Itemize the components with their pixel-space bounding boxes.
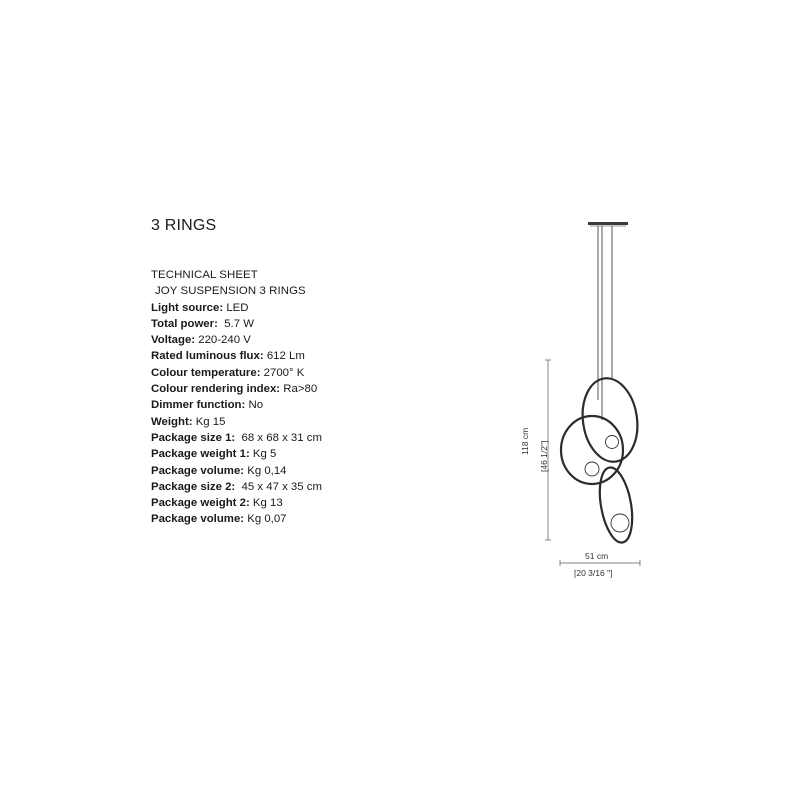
width-in-label: [20 3/16 "] (574, 568, 613, 578)
spec-value: No (245, 399, 264, 412)
spec-row (151, 414, 322, 430)
spec-key: Package size 1: (151, 431, 236, 444)
spec-value: 68 x 68 x 31 cm (235, 431, 322, 444)
spec-row (151, 316, 322, 332)
spec-key: Colour rendering index: (151, 383, 281, 396)
width-cm-label: 51 cm (585, 551, 609, 561)
spec-key: Colour temperature: (151, 366, 261, 379)
spec-row (151, 332, 322, 348)
spec-row (151, 430, 322, 446)
height-cm-label: 118 cm (520, 427, 530, 455)
spec-key: Light source: (151, 301, 224, 314)
globe-shade (611, 514, 629, 532)
spec-key: Package size 2: (151, 480, 236, 493)
spec-row (151, 495, 322, 511)
ring-bottom (595, 465, 638, 545)
globe-shade (606, 436, 619, 449)
spec-key: Total power: (151, 317, 218, 330)
spec-row (151, 381, 322, 397)
product-name: JOY SUSPENSION 3 RINGS (155, 285, 306, 298)
ceiling-canopy (588, 222, 628, 225)
spec-value: 612 Lm (263, 350, 305, 363)
spec-key: Package weight 1: (151, 448, 250, 461)
spec-row (151, 511, 322, 527)
spec-row (151, 479, 322, 495)
spec-value: 45 x 47 x 35 cm (235, 480, 322, 493)
spec-key: Weight: (151, 415, 193, 428)
spec-key: Dimmer function: (151, 399, 246, 412)
height-in-label: [46 1/2"] (539, 440, 549, 472)
spec-value: Ra>80 (280, 383, 318, 396)
spec-row (151, 397, 322, 413)
spec-value: LED (223, 301, 249, 314)
spec-value: Kg 5 (249, 448, 277, 461)
sheet-heading: TECHNICAL SHEET (151, 269, 258, 281)
ring-top (577, 375, 642, 466)
product-title: 3 RINGS (151, 217, 217, 234)
spec-value: Kg 15 (192, 415, 226, 428)
spec-value: 220-240 V (195, 334, 251, 347)
spec-value: 5.7 W (217, 317, 254, 330)
spec-value: Kg 0,07 (244, 513, 287, 526)
globe-shade (585, 462, 599, 476)
spec-row (151, 365, 322, 381)
spec-row (151, 446, 322, 462)
product-drawing (520, 210, 650, 590)
spec-row (151, 300, 322, 316)
spec-list (151, 300, 322, 528)
spec-value: Kg 13 (249, 497, 283, 510)
spec-row (151, 463, 322, 479)
spec-key: Voltage: (151, 334, 196, 347)
spec-row (151, 348, 322, 364)
spec-value: Kg 0,14 (244, 464, 287, 477)
spec-key: Package weight 2: (151, 497, 250, 510)
spec-key: Package volume: (151, 464, 245, 477)
spec-key: Rated luminous flux: (151, 350, 264, 363)
spec-key: Package volume: (151, 513, 245, 526)
spec-value: 2700° K (260, 366, 305, 379)
technical-sheet (151, 267, 322, 528)
